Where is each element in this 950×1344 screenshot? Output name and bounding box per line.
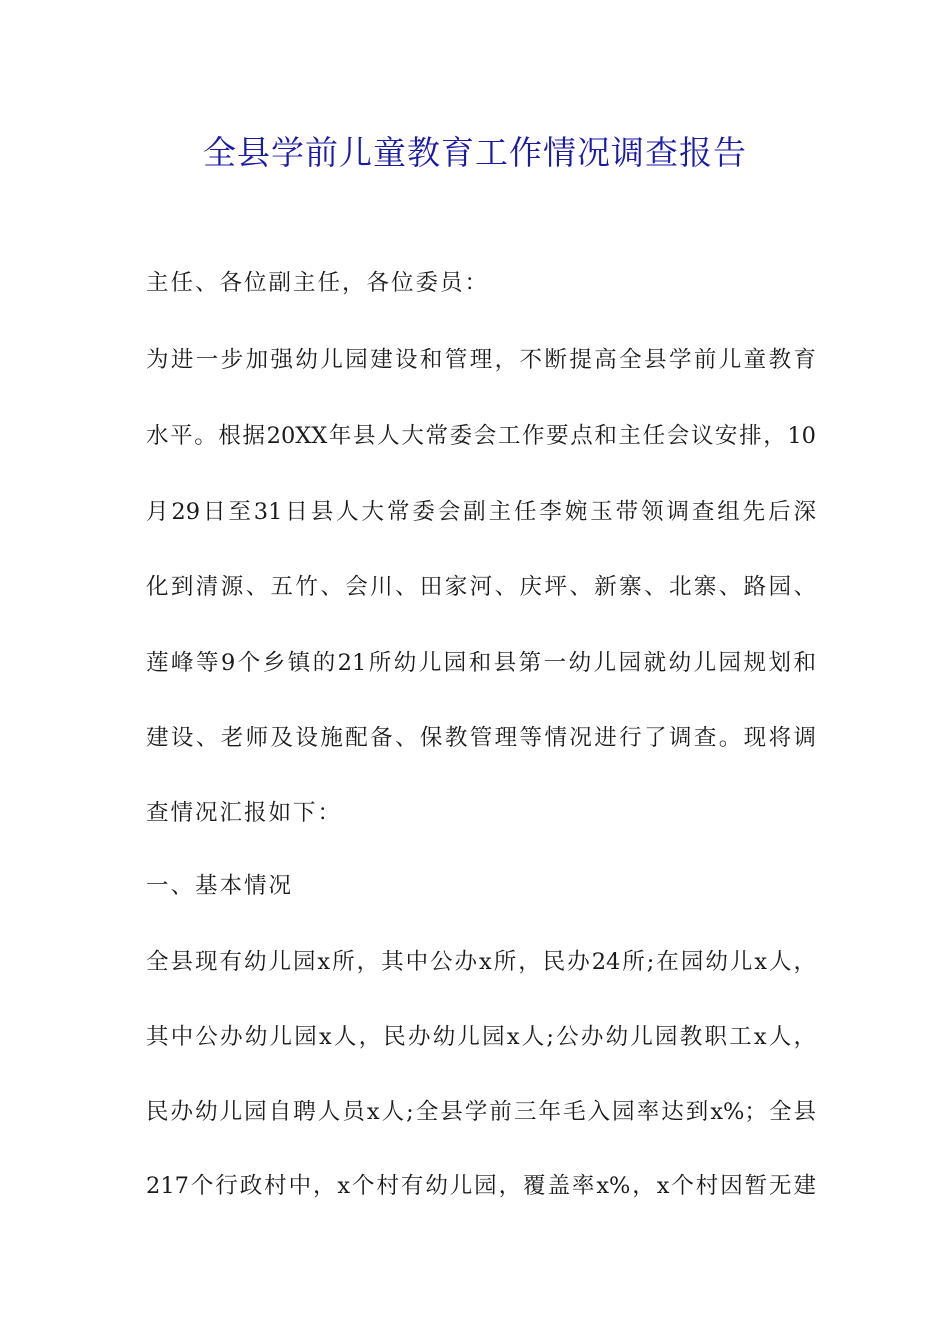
paragraph-line: 全县现有幼儿园x所，其中公办x所，民办24所;在园幼儿x人，	[146, 949, 816, 975]
paragraph-line: 月29日至31日县人大常委会副主任李婉玉带领调查组先后深	[146, 499, 816, 525]
paragraph-line: 水平。根据20XX年县人大常委会工作要点和主任会议安排，10	[146, 423, 816, 449]
paragraph-line: 建设、老师及设施配备、保教管理等情况进行了调查。现将调	[146, 725, 816, 751]
paragraph-line: 其中公办幼儿园x人，民办幼儿园x人;公办幼儿园教职工x人，	[146, 1024, 816, 1050]
paragraph-line: 民办幼儿园自聘人员x人;全县学前三年毛入园率达到x%；全县	[146, 1099, 816, 1125]
salutation-line: 主任、各位副主任，各位委员：	[146, 270, 490, 296]
section-heading: 一、基本情况	[146, 873, 294, 899]
document-title: 全县学前儿童教育工作情况调查报告	[203, 133, 747, 172]
paragraph-line: 查情况汇报如下：	[146, 800, 343, 826]
paragraph-line: 莲峰等9个乡镇的21所幼儿园和县第一幼儿园就幼儿园规划和	[146, 650, 816, 676]
paragraph-line: 217个行政村中，x个村有幼儿园，覆盖率x%，x个村因暂无建	[146, 1173, 816, 1199]
paragraph-line: 化到清源、五竹、会川、田家河、庆坪、新寨、北寨、路园、	[146, 574, 816, 600]
paragraph-line: 为进一步加强幼儿园建设和管理，不断提高全县学前儿童教育	[146, 347, 816, 373]
